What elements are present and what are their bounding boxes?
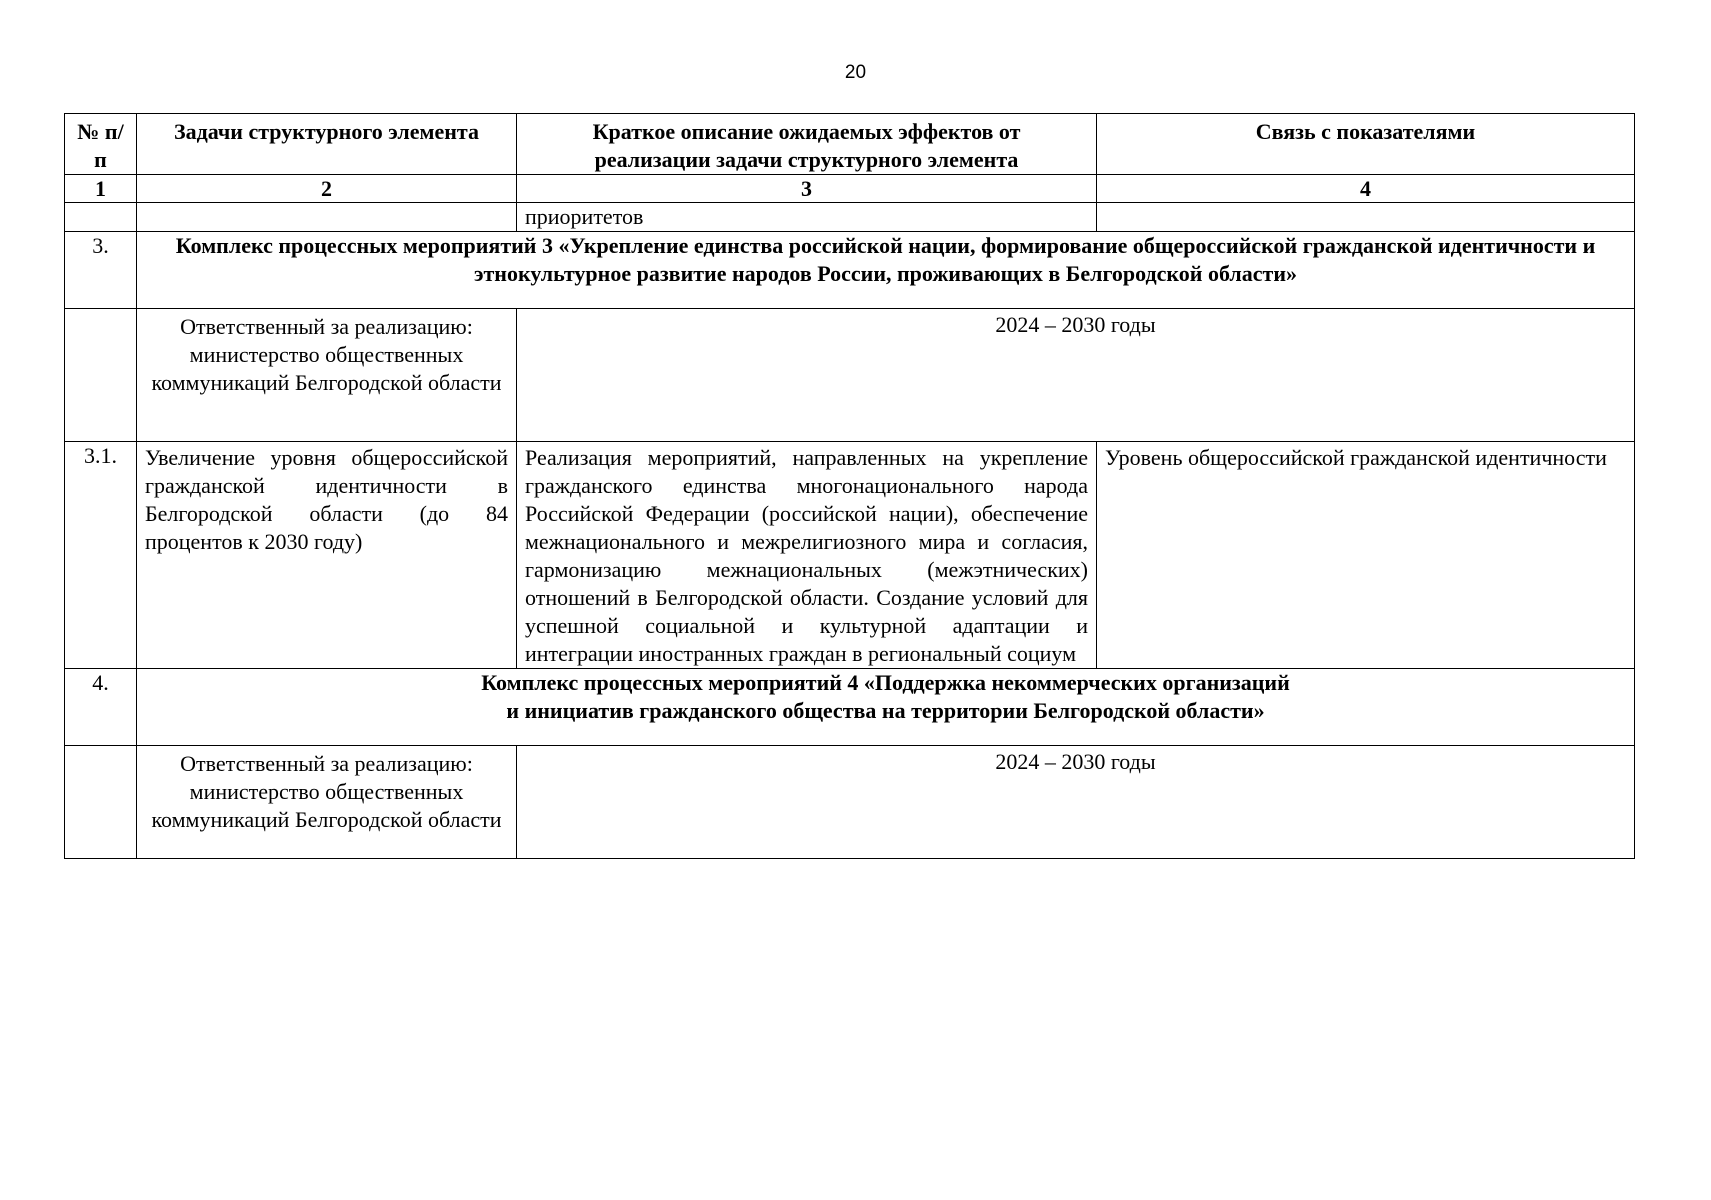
column-numbers-row bbox=[65, 175, 1635, 203]
section-4-title bbox=[137, 669, 1635, 746]
row-3-1-indicator: Уровень общероссийской гражданской идентичности bbox=[1097, 442, 1635, 669]
header-indicators: Связь с показателями bbox=[1097, 114, 1635, 175]
row-3-1-task: Увеличение уровня общероссийской гражданской идентичности в Белгородской области (до 84 процентов к 2030 году) bbox=[137, 442, 517, 669]
section-3-period: 2024 – 2030 годы bbox=[517, 309, 1635, 442]
column-number-4: 4 bbox=[1097, 175, 1635, 203]
row-3-1 bbox=[65, 442, 1635, 669]
section-4-responsible-row bbox=[65, 746, 1635, 859]
header-effects: Краткое описание ожидаемых эффектов от реализации задачи структурного элемента bbox=[517, 114, 1097, 175]
section-3-title: Комплекс процессных мероприятий 3 «Укрепление единства российской нации, формирование общероссийской гражданской идентичности и этнокультурное развитие народов России, проживающих в Белгородской области» bbox=[137, 232, 1635, 309]
column-number-3: 3 bbox=[517, 175, 1097, 203]
continuation-effect: приоритетов bbox=[517, 203, 1097, 232]
header-row bbox=[65, 114, 1635, 175]
section-4-row bbox=[65, 669, 1635, 746]
section-4-num: 4. bbox=[65, 669, 137, 746]
continuation-task bbox=[137, 203, 517, 232]
section-3-num: 3. bbox=[65, 232, 137, 309]
section-3-responsible-row bbox=[65, 309, 1635, 442]
continuation-row bbox=[65, 203, 1635, 232]
column-number-1: 1 bbox=[65, 175, 137, 203]
section-3-row bbox=[65, 232, 1635, 309]
section-3-responsible: Ответственный за реализацию: министерство общественных коммуникаций Белгородской области bbox=[137, 309, 517, 442]
section-3-responsible-num bbox=[65, 309, 137, 442]
row-3-1-num: 3.1. bbox=[65, 442, 137, 669]
header-num: № п/п bbox=[65, 114, 137, 175]
section-4-responsible-num bbox=[65, 746, 137, 859]
page-number: 20 bbox=[844, 62, 867, 83]
section-4-title-line-2: и инициатив гражданского общества на территории Белгородской области» bbox=[506, 698, 1265, 723]
structural-elements-table bbox=[64, 113, 1635, 859]
continuation-num bbox=[65, 203, 137, 232]
row-3-1-effect: Реализация мероприятий, направленных на укрепление гражданского единства многонационального народа Российской Федерации (российской нации), обеспечение межнационального и межрелигиозного мира и согласия, гармонизацию межнациональных (межэтнических) отношений в Белгородской области. Создание условий для успешной социальной и культурной адаптации и интеграции иностранных граждан в региональный социум bbox=[517, 442, 1097, 669]
section-4-title-line-1: Комплекс процессных мероприятий 4 «Поддержка некоммерческих организаций bbox=[481, 670, 1290, 695]
section-4-responsible: Ответственный за реализацию: министерство общественных коммуникаций Белгородской области bbox=[137, 746, 517, 859]
continuation-indicator bbox=[1097, 203, 1635, 232]
header-tasks: Задачи структурного элемента bbox=[137, 114, 517, 175]
column-number-2: 2 bbox=[137, 175, 517, 203]
section-4-period: 2024 – 2030 годы bbox=[517, 746, 1635, 859]
